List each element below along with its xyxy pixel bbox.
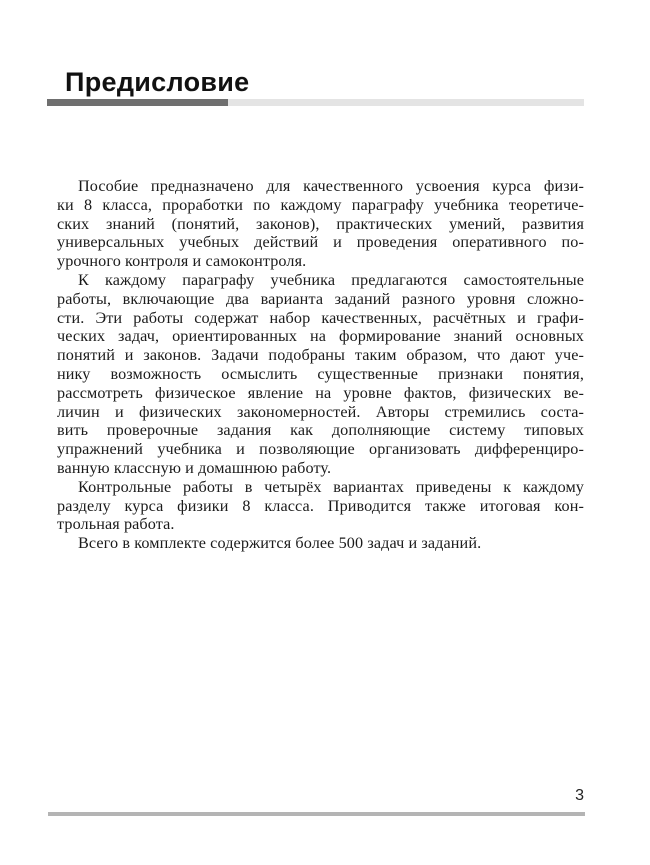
text-line: упражнений учебника и позволяющие организовать дифференциро-: [57, 440, 584, 459]
text-line: Пособие предназначено для качественного усвоения курса физи-: [78, 177, 584, 195]
preface-text: [57, 177, 584, 553]
text-line: ки 8 класса, проработки по каждому параграфу учебника теоретиче-: [57, 195, 584, 214]
text-line: рассмотреть физическое явление на уровне фактов, физических ве-: [57, 383, 584, 402]
text-line: понятий и законов. Задачи подобраны таким образом, что дают уче-: [57, 346, 584, 365]
text-line: личин и физических закономерностей. Авторы стремились соста-: [57, 402, 584, 421]
footer-rule: [48, 812, 585, 816]
text-line: трольная работа.: [57, 515, 175, 534]
text-line: разделу курса физики 8 класса. Приводится также итоговая кон-: [57, 496, 584, 515]
text-line: урочного контроля и самоконтроля.: [57, 252, 307, 271]
page-title: Предисловие: [65, 67, 250, 97]
text-line: Всего в комплекте содержится более 500 задач и заданий.: [78, 534, 482, 553]
text-line: вить проверочные задания как дополняющие систему типовых: [57, 421, 584, 440]
page-number: 3: [575, 787, 584, 804]
text-line: Контрольные работы в четырёх вариантах приведены к каждому: [78, 477, 584, 496]
text-line: ских знаний (понятий, законов), практических умений, развития: [57, 214, 584, 233]
text-line: универсальных учебных действий и проведения оперативного по-: [57, 233, 584, 252]
text-line: работы, включающие два варианта заданий разного уровня сложно-: [57, 289, 584, 308]
text-line: нику возможность осмыслить существенные признаки понятия,: [57, 364, 584, 383]
title-rule-dark-segment: [47, 99, 228, 106]
text-line: ванную классную и домашнюю работу.: [57, 458, 332, 477]
text-line: К каждому параграфу учебника предлагаются самостоятельные: [78, 270, 584, 289]
title-rule: [47, 99, 584, 106]
text-line: сти. Эти работы содержат набор качественных, расчётных и графи-: [57, 308, 584, 327]
text-line: ческих задач, ориентированных на формирование знаний основных: [57, 327, 584, 346]
